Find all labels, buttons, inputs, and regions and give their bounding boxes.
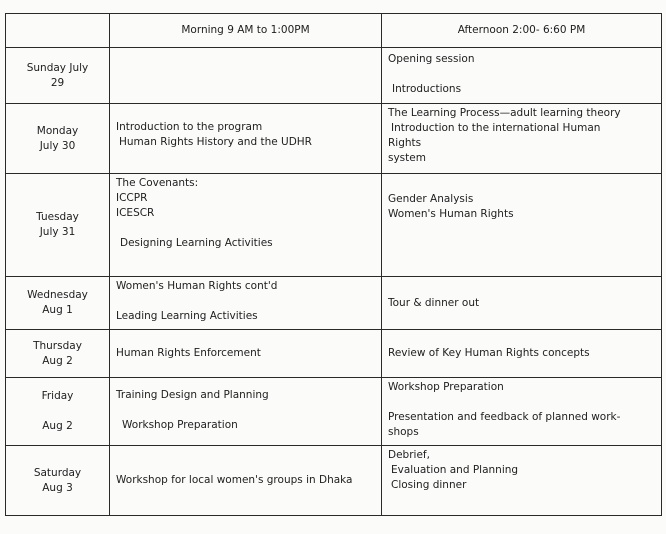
day-label: Aug 2: [42, 420, 73, 432]
session-item: Introduction to the program: [116, 121, 263, 133]
header-afternoon: Afternoon 2:00- 6:60 PM: [382, 14, 662, 48]
session-item: Introduction to the international Human: [391, 122, 601, 134]
day-label: Tuesday: [36, 211, 79, 223]
day-label: July 30: [39, 139, 76, 152]
afternoon-cell: [382, 174, 662, 277]
header-day-cell: [6, 14, 110, 48]
day-label: Thursday: [33, 339, 82, 352]
morning-cell: [110, 48, 382, 104]
day-cell: [6, 104, 110, 174]
afternoon-cell: [382, 378, 662, 446]
session-item: The Covenants:: [116, 177, 199, 189]
session-item: shops: [388, 426, 419, 438]
session-item: Designing Learning Activities: [120, 237, 273, 249]
session-item: Workshop for local women's groups in Dhaka: [116, 474, 353, 486]
session-item: Evaluation and Planning: [391, 464, 519, 476]
session-item: Workshop Preparation: [122, 419, 238, 431]
session-item: ICESCR: [116, 207, 155, 219]
morning-cell: [110, 446, 382, 516]
session-item: Leading Learning Activities: [116, 310, 258, 322]
day-cell: [6, 330, 110, 378]
table-row: [6, 104, 662, 174]
day-cell: [6, 446, 110, 516]
session-item: Closing dinner: [391, 479, 467, 491]
session-item: Training Design and Planning: [116, 389, 269, 401]
session-item: Introductions: [392, 83, 462, 95]
day-label: Sunday July: [26, 61, 89, 74]
morning-cell: [110, 277, 382, 330]
morning-cell: [110, 174, 382, 277]
day-cell: [6, 48, 110, 104]
morning-cell: [110, 104, 382, 174]
schedule-table: [5, 13, 662, 516]
session-item: Tour & dinner out: [388, 296, 480, 309]
day-label: Aug 1: [42, 304, 73, 316]
session-item: ICCPR: [116, 192, 148, 204]
session-item: Gender Analysis: [388, 193, 474, 205]
session-item: Human Rights History and the UDHR: [119, 136, 312, 148]
afternoon-cell: [382, 277, 662, 330]
session-item: system: [388, 152, 426, 164]
table-row: [6, 330, 662, 378]
morning-cell: [110, 330, 382, 378]
day-label: 29: [50, 76, 65, 89]
day-cell: [6, 378, 110, 446]
day-label: Aug 3: [42, 481, 73, 494]
session-item: Opening session: [388, 53, 475, 65]
day-label: Monday: [36, 124, 79, 137]
table-row: [6, 378, 662, 446]
day-label: Aug 2: [42, 354, 73, 367]
session-item: Presentation and feedback of planned work-: [388, 411, 621, 423]
day-label: July 31: [39, 226, 76, 238]
day-label: Saturday: [33, 466, 82, 479]
table-row: [6, 277, 662, 330]
day-cell: [6, 174, 110, 277]
session-item: Rights: [388, 137, 422, 149]
day-label: Friday: [41, 390, 74, 402]
table-row: [6, 446, 662, 516]
session-item: The Learning Process—adult learning theory: [388, 107, 621, 119]
afternoon-cell: [382, 48, 662, 104]
session-item: Debrief,: [388, 449, 430, 461]
afternoon-cell: [382, 446, 662, 516]
table-row: [6, 48, 662, 104]
table-row: [6, 174, 662, 277]
session-item: Workshop Preparation: [388, 381, 504, 393]
afternoon-cell: [382, 104, 662, 174]
session-item: Human Rights Enforcement: [116, 347, 261, 359]
header-row: [6, 14, 662, 48]
day-label: Wednesday: [27, 289, 88, 301]
afternoon-cell: [382, 330, 662, 378]
header-morning: Morning 9 AM to 1:00PM: [110, 14, 382, 48]
day-cell: [6, 277, 110, 330]
session-item: Women's Human Rights: [388, 208, 514, 220]
session-item: Women's Human Rights cont'd: [116, 280, 278, 292]
morning-cell: [110, 378, 382, 446]
session-item: Review of Key Human Rights concepts: [388, 347, 590, 359]
